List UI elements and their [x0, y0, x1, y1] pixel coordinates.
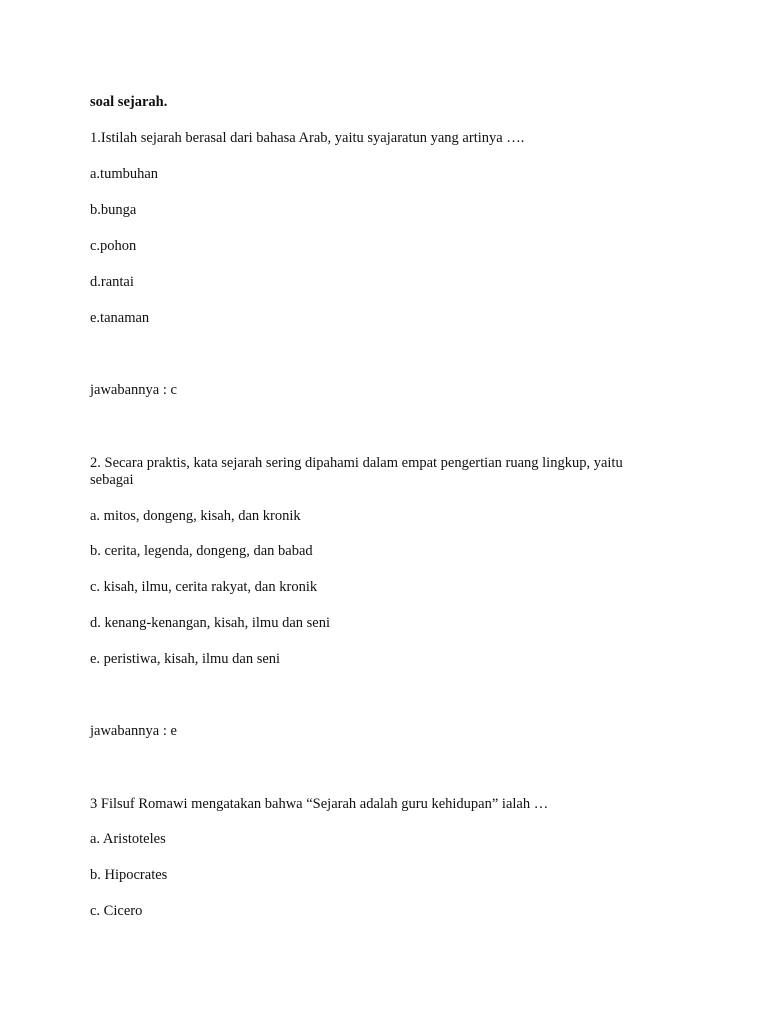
- question-3-text: 3 Filsuf Romawi mengatakan bahwa “Sejarah adalah guru kehidupan” ialah …: [90, 796, 549, 812]
- question-2-option-b: b. cerita, legenda, dongeng, dan babad: [90, 543, 313, 559]
- question-2-text: 2. Secara praktis, kata sejarah sering dipahami dalam empat pengertian ruang lingkup, yaitu sebagai: [90, 455, 623, 488]
- question-2-answer: jawabannya : e: [90, 723, 177, 739]
- question-3-option-c: c. Cicero: [90, 903, 143, 919]
- question-1-option-e: e.tanaman: [90, 310, 150, 326]
- question-1-option-b: b.bunga: [90, 202, 137, 218]
- question-1-answer: jawabannya : c: [90, 382, 177, 398]
- question-1-option-c: c.pohon: [90, 238, 137, 254]
- question-2-option-c: c. kisah, ilmu, cerita rakyat, dan kronik: [90, 579, 318, 595]
- question-2-option-d: d. kenang-kenangan, kisah, ilmu dan seni: [90, 615, 330, 631]
- question-1-option-a: a.tumbuhan: [90, 166, 159, 182]
- question-1-option-d: d.rantai: [90, 274, 134, 290]
- question-2-option-e: e. peristiwa, kisah, ilmu dan seni: [90, 651, 281, 667]
- question-1-text: 1.Istilah sejarah berasal dari bahasa Arab, yaitu syajaratun yang artinya ….: [90, 130, 525, 146]
- question-2-option-a: a. mitos, dongeng, kisah, dan kronik: [90, 508, 301, 524]
- question-3-option-b: b. Hipocrates: [90, 867, 168, 883]
- question-3-option-a: a. Aristoteles: [90, 831, 166, 847]
- document-title: soal sejarah.: [90, 94, 168, 110]
